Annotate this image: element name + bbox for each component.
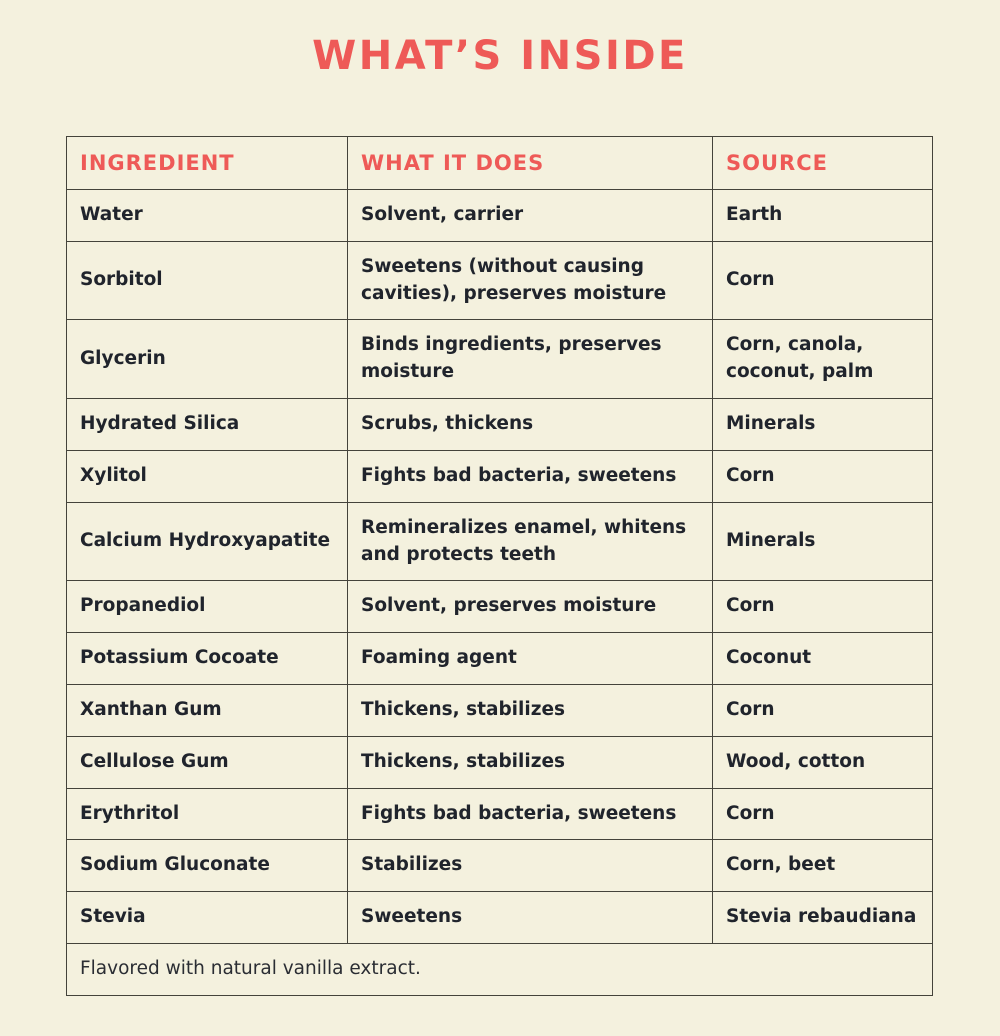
what-it-does-cell: Scrubs, thickens [348, 399, 713, 451]
table-footnote-row [67, 944, 933, 996]
ingredient-cell: Propanediol [67, 581, 348, 633]
source-cell: Corn, canola, coconut, palm [713, 320, 933, 399]
ingredient-cell: Hydrated Silica [67, 399, 348, 451]
what-it-does-cell: Foaming agent [348, 633, 713, 685]
ingredient-cell: Erythritol [67, 788, 348, 840]
source-cell: Corn [713, 450, 933, 502]
table-row [67, 892, 933, 944]
table-row [67, 241, 933, 320]
what-it-does-cell: Solvent, carrier [348, 190, 713, 242]
what-it-does-cell: Solvent, preserves moisture [348, 581, 713, 633]
what-it-does-cell: Thickens, stabilizes [348, 736, 713, 788]
table-row [67, 840, 933, 892]
what-it-does-cell: Fights bad bacteria, sweetens [348, 450, 713, 502]
source-cell: Corn, beet [713, 840, 933, 892]
footnote-text: Flavored with natural vanilla extract. [67, 944, 933, 996]
ingredient-cell: Xylitol [67, 450, 348, 502]
ingredient-cell: Xanthan Gum [67, 684, 348, 736]
table-row [67, 399, 933, 451]
page-title: WHAT’S INSIDE [312, 33, 688, 79]
ingredient-cell: Glycerin [67, 320, 348, 399]
source-cell: Corn [713, 581, 933, 633]
table-row [67, 190, 933, 242]
source-cell: Minerals [713, 399, 933, 451]
source-cell: Earth [713, 190, 933, 242]
column-header-ingredient: INGREDIENT [67, 137, 348, 190]
ingredient-cell: Sodium Gluconate [67, 840, 348, 892]
source-cell: Stevia rebaudiana [713, 892, 933, 944]
column-header-source: SOURCE [713, 137, 933, 190]
table-row [67, 788, 933, 840]
table-row [67, 581, 933, 633]
column-header-what-it-does: WHAT IT DOES [348, 137, 713, 190]
table-row [67, 450, 933, 502]
what-it-does-cell: Binds ingredients, preserves moisture [348, 320, 713, 399]
table-row [67, 320, 933, 399]
ingredient-cell: Potassium Cocoate [67, 633, 348, 685]
source-cell: Minerals [713, 502, 933, 581]
ingredient-cell: Cellulose Gum [67, 736, 348, 788]
what-it-does-cell: Stabilizes [348, 840, 713, 892]
what-it-does-cell: Sweetens (without causing cavities), preserves moisture [348, 241, 713, 320]
source-cell: Corn [713, 684, 933, 736]
ingredient-cell: Water [67, 190, 348, 242]
what-it-does-cell: Sweetens [348, 892, 713, 944]
ingredient-cell: Calcium Hydroxyapatite [67, 502, 348, 581]
what-it-does-cell: Fights bad bacteria, sweetens [348, 788, 713, 840]
what-it-does-cell: Thickens, stabilizes [348, 684, 713, 736]
table-header-row [67, 137, 933, 190]
what-it-does-cell: Remineralizes enamel, whitens and protects teeth [348, 502, 713, 581]
ingredients-table [66, 136, 933, 996]
table-row [67, 502, 933, 581]
source-cell: Wood, cotton [713, 736, 933, 788]
source-cell: Corn [713, 788, 933, 840]
ingredient-cell: Stevia [67, 892, 348, 944]
table-row [67, 633, 933, 685]
ingredient-cell: Sorbitol [67, 241, 348, 320]
source-cell: Corn [713, 241, 933, 320]
table-row [67, 736, 933, 788]
source-cell: Coconut [713, 633, 933, 685]
table-row [67, 684, 933, 736]
